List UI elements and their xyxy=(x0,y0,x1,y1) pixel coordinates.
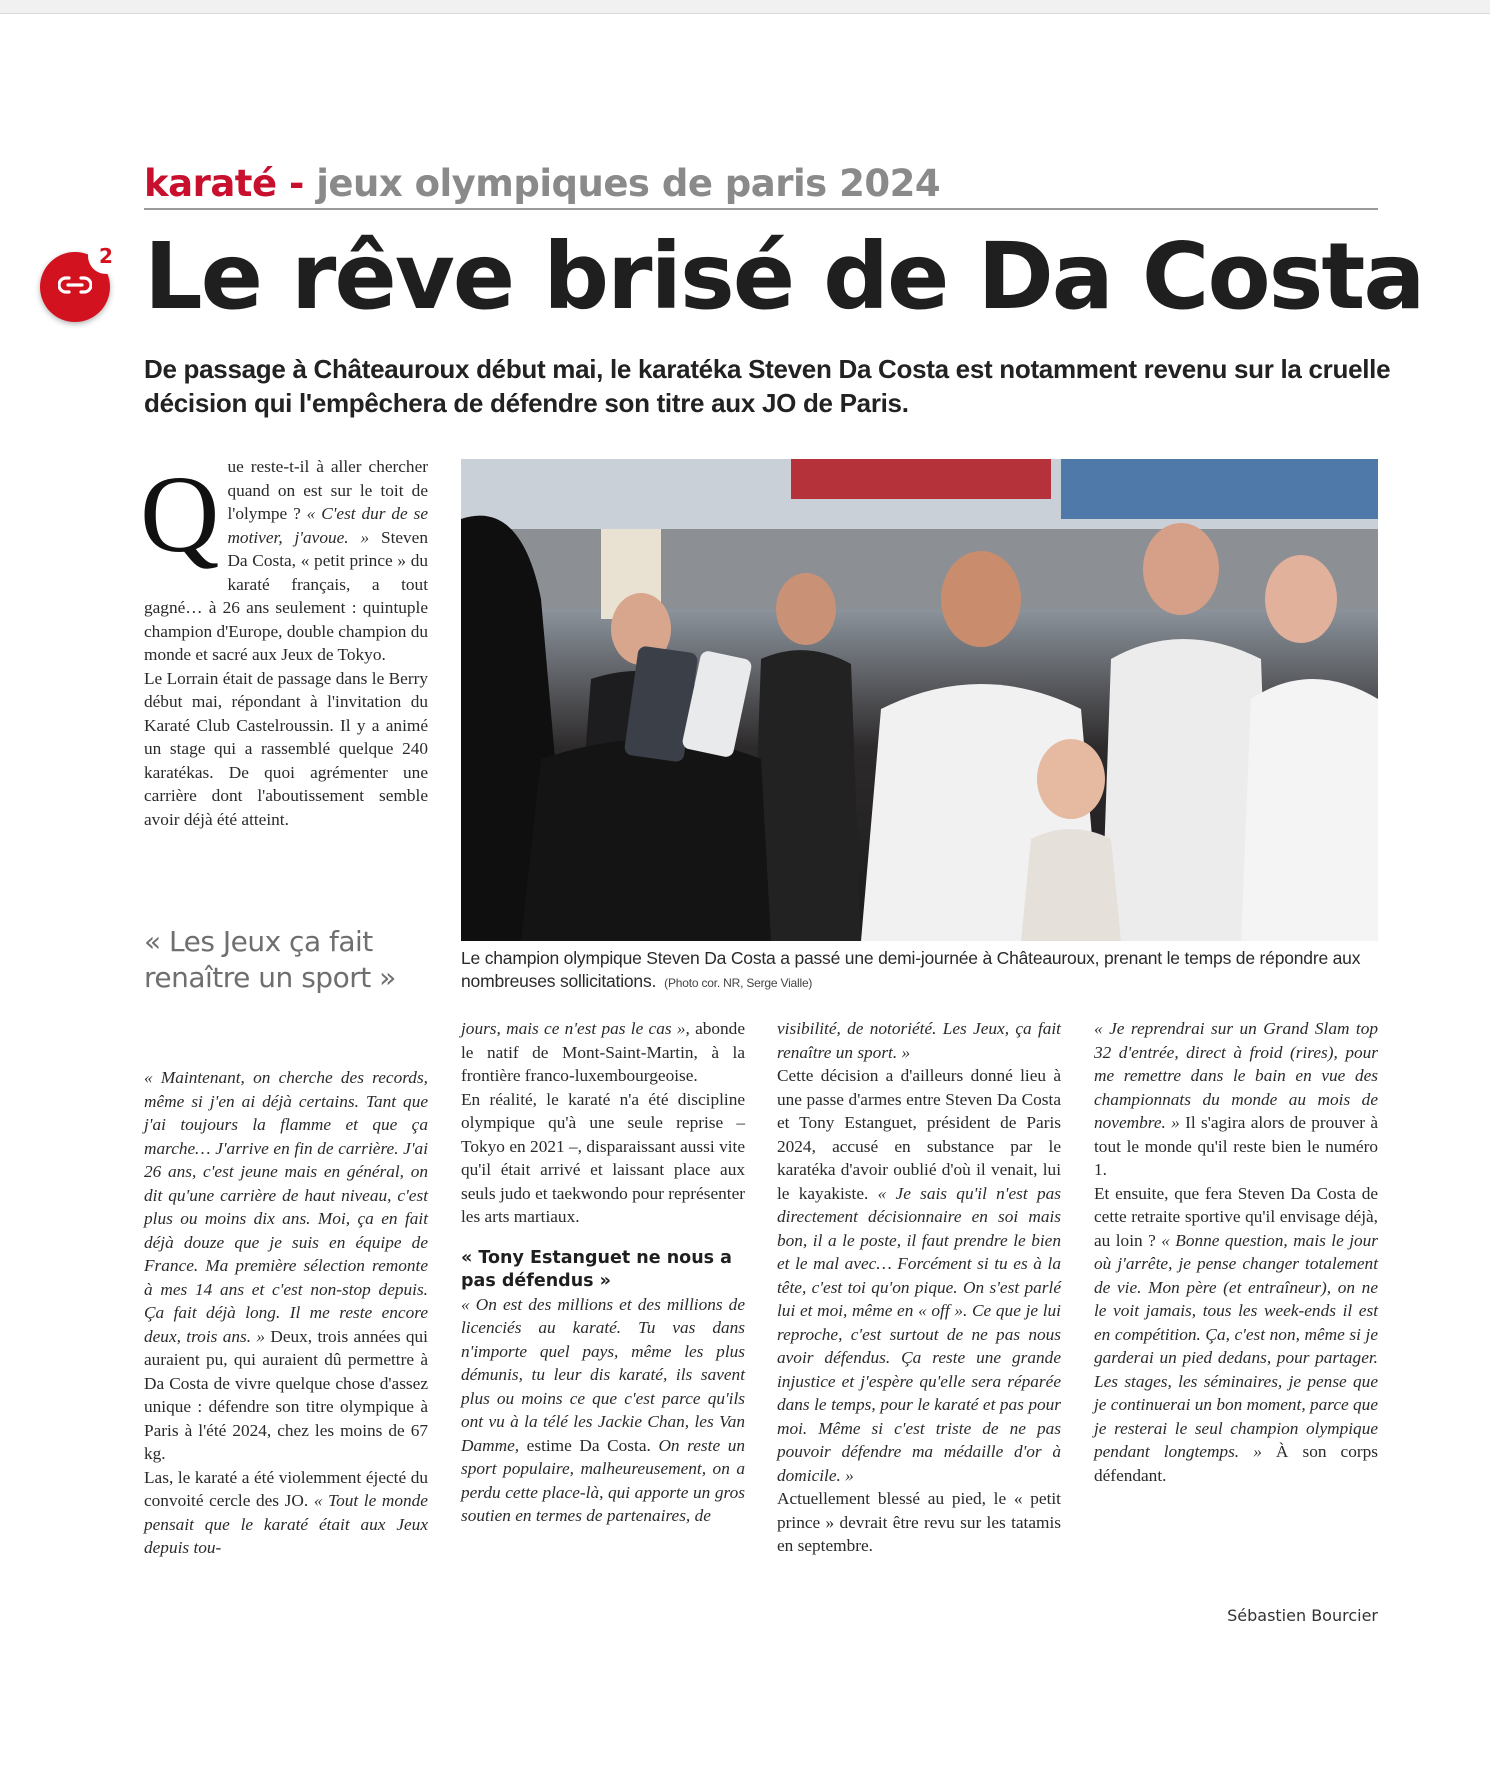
link-count-badge: 2 xyxy=(88,238,124,274)
photo-credit: (Photo cor. NR, Serge Vialle) xyxy=(664,976,813,990)
body-text: Le Lorrain était de passage dans le Berry début mai, répondant à l'invitation du Karaté Club Castelroussin. Il y a animé un stage qui a rassemblé quelque 240 karatékas. De quoi agrémenter une carrière dont l'aboutissement semble avoir déjà été atteint. xyxy=(144,668,428,829)
quote-text: « On est des millions et des millions de licenciés au karaté. Tu vas dans n'importe quel pays, même les plus démunis, tu leur dis karaté, ils savent plus ou moins ce que c'est parce qu'ils ont vu à la télé les Jackie Chan, les Van Damme, xyxy=(461,1294,745,1455)
drop-cap: Q xyxy=(140,453,220,575)
quote-text: visibilité, de notoriété. Les Jeux, ça fait renaître un sport. » xyxy=(777,1019,1061,1062)
link-icon xyxy=(58,275,92,300)
quote-text: On reste un sport populaire, malheureusement, on a perdu cette place-là, qui apporte un gros soutien en termes de partenaires, de xyxy=(461,1435,745,1525)
article-column-4 xyxy=(1094,1017,1378,1487)
article-photo[interactable] xyxy=(461,459,1378,941)
paragraph xyxy=(144,667,428,832)
body-text: Las, le karaté a été violemment éjecté du convoité cercle des JO. xyxy=(144,1467,428,1510)
body-text: ue reste-t-il à aller chercher quand on est sur le toit de l'olympe ? xyxy=(227,457,428,523)
paragraph xyxy=(777,1017,1061,1064)
quote-text: « Maintenant, on cherche des records, même si j'en ai déjà certains. Tant que j'ai toujours la flamme et que ça marche… J'arrive en fin de carrière. J'ai 26 ans, c'est jeune mais en général, on dit qu'une carrière de haut niveau, c'est plus ou moins dix ans. Moi, ça en fait déjà douze que je suis en équipe de France. Ma première sélection remonte à mes 14 ans et c'est non-stop depuis. Ça fait déjà long. Il me reste encore deux, trois ans. » xyxy=(144,1068,428,1346)
body-text: Il s'agira alors de prouver à tout le monde qu'il reste bien le numéro 1. xyxy=(1094,1113,1379,1179)
paragraph xyxy=(140,453,428,667)
quote-text: « Bonne question, mais le jour où j'arrête, je pense changer totalement de vie. Mon père (et entraîneur), on ne le voit jamais, tous les week-ends il est en compétition. Ça, c'est non, même si je garderai un pied dedans, pour partager. Les stages, les séminaires, je pense que je continuerai un bon moment, parce que je resterai le seul champion olympique pendant longtemps. » xyxy=(1094,1230,1379,1461)
paragraph xyxy=(461,1017,745,1088)
pull-quote-heading: « Les Jeux ça fait renaître un sport » xyxy=(144,925,396,994)
paragraph xyxy=(144,1466,428,1560)
kicker-section: karaté - xyxy=(144,162,304,205)
body-text: En réalité, le karaté n'a été discipline olympique qu'à une seule reprise – Tokyo en 2021 –, disparaissant aussi vite qu'il était arrivé et laissant place aux seuls judo et taekwondo pour représenter les arts martiaux. xyxy=(461,1089,745,1226)
kicker-topic: jeux olympiques de paris 2024 xyxy=(316,162,941,205)
body-text: Cette décision a d'ailleurs donné lieu à une passe d'armes entre Steven Da Costa et Tony Estanguet, président de Paris 2024, accusé en substance par le karatéka d'avoir oublié d'où il venait, lui le kayakiste. xyxy=(777,1066,1061,1203)
quote-text: « Tout le monde pensait que le karaté était aux Jeux depuis tou- xyxy=(144,1491,428,1557)
paragraph xyxy=(1094,1182,1378,1488)
body-text: Steven Da Costa, « petit prince » du karaté français, a tout gagné… à 26 ans seulement : quintuple champion d'Europe, double champion du monde et sacré aux Jeux de Tokyo. xyxy=(144,527,428,664)
paragraph xyxy=(144,1066,428,1466)
standfirst: De passage à Châteauroux début mai, le karatéka Steven Da Costa est notamment revenu sur la cruelle décision qui l'empêchera de défendre son titre aux JO de Paris. xyxy=(144,354,1391,418)
kicker-rule xyxy=(144,208,1378,210)
body-text: Et ensuite, que fera Steven Da Costa de cette retraite sportive qu'il envisage déjà, au loin ? xyxy=(1094,1183,1378,1250)
section-kicker xyxy=(144,162,940,205)
article-column-1 xyxy=(144,1066,428,1560)
body-text: À son corps défendant. xyxy=(1094,1442,1378,1485)
paragraph xyxy=(461,1293,745,1528)
paragraph xyxy=(461,1088,745,1229)
photo-illustration xyxy=(461,459,1378,941)
quote-text: « C'est dur de se motiver, j'avoue. » xyxy=(227,504,428,547)
browser-top-bar xyxy=(0,0,1490,14)
body-text: estime Da Costa. xyxy=(519,1435,659,1455)
body-text: Deux, trois années qui auraient pu, qui auraient dû permettre à Da Costa de vivre quelque chose d'assez unique : défendre son titre olympique à Paris à l'été 2024, chez les moins de 67 kg. xyxy=(144,1326,428,1463)
paragraph xyxy=(777,1064,1061,1487)
body-text: abonde le natif de Mont-Saint-Martin, à la frontière franco-luxembourgeoise. xyxy=(461,1019,745,1085)
author-signature: Sébastien Bourcier xyxy=(1227,1606,1378,1625)
article-column-3 xyxy=(777,1017,1061,1558)
quote-text: « Je reprendrai sur un Grand Slam top 32 d'entrée, direct à froid (rires), pour me remettre dans le bain en vue des championnats du monde au mois de novembre. » xyxy=(1094,1019,1378,1132)
body-text: « Tony Estanguet ne nous a pas défendus » xyxy=(461,1247,732,1291)
article-title: Le rêve brisé de Da Costa xyxy=(144,223,1424,330)
article-column-2 xyxy=(461,1017,745,1528)
quote-text: « Je sais qu'il n'est pas directement décisionnaire en soi mais bon, il a le poste, il faut prendre le bien et le mal avec… Forcément si tu es à la tête, c'est toi qu'on pique. On s'est parlé lui et moi, même en « off ». Ce que je lui reproche, c'est surtout de ne pas nous avoir défendus. Ça reste une grande injustice et j'espère qu'elle sera réparée dans le temps, pour le karaté et pas pour moi. Même si c'est triste de ne pas pouvoir défendre ma médaille d'or à domicile. » xyxy=(777,1183,1061,1485)
photo-caption xyxy=(461,947,1381,995)
paragraph xyxy=(1094,1017,1378,1182)
body-text: Actuellement blessé au pied, le « petit prince » devrait être revu sur les tatamis en septembre. xyxy=(777,1489,1061,1555)
article-column-1-intro xyxy=(140,453,428,831)
paragraph xyxy=(777,1487,1061,1558)
quote-text: jours, mais ce n'est pas le cas », xyxy=(461,1019,690,1038)
subheading xyxy=(461,1247,745,1293)
caption-text: Le champion olympique Steven Da Costa a passé une demi-journée à Châteauroux, prenant le temps de répondre aux nombreuses sollicitations. xyxy=(461,948,1361,991)
